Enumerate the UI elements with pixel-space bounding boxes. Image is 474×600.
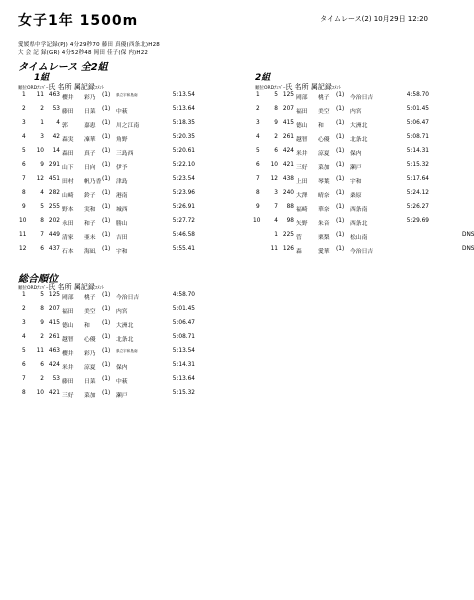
rank: 8 xyxy=(22,190,26,196)
bib: 438 xyxy=(282,176,294,182)
time: 5:08.71 xyxy=(172,334,195,340)
grade: (1) xyxy=(336,148,345,154)
rank: 1 xyxy=(22,92,26,98)
bib: 449 xyxy=(48,232,60,238)
col-comment: ｺﾒﾝﾄ xyxy=(331,86,341,91)
team: 今治日吉 xyxy=(350,249,374,255)
col-team: 所 属 xyxy=(64,283,81,291)
team: 北条北 xyxy=(116,337,134,343)
grade: (1) xyxy=(102,362,111,368)
grade: (1) xyxy=(102,376,111,382)
record-pj: 愛媛県中学記録(PJ) 4分29秒70 藤田 真優(西条北)H28 xyxy=(18,42,160,48)
athlete-given: 桃子 xyxy=(318,95,330,101)
rank: 3 xyxy=(22,320,26,326)
time: 5:14.31 xyxy=(406,148,429,154)
athlete-given: 海凪 xyxy=(84,249,96,255)
rank: 7 xyxy=(22,176,26,182)
time: 5:26.91 xyxy=(172,204,195,210)
athlete-given: 日菜 xyxy=(84,379,96,385)
team: 角野 xyxy=(116,137,128,143)
ord: 10 xyxy=(36,148,44,154)
bib: 415 xyxy=(48,320,60,326)
ord: 9 xyxy=(40,162,44,168)
team: 宇和 xyxy=(350,179,362,185)
rank: 8 xyxy=(22,390,26,396)
team: 瀬戸 xyxy=(116,393,128,399)
team: 北条北 xyxy=(350,137,368,143)
col-comment: ｺﾒﾝﾄ xyxy=(94,86,104,91)
athlete-surname: 上田 xyxy=(296,179,308,185)
col-ord: ORD xyxy=(264,86,275,91)
ord: 9 xyxy=(274,120,278,126)
rank: 6 xyxy=(22,362,26,368)
time: 5:22.10 xyxy=(172,162,195,168)
grade: (1) xyxy=(102,190,111,196)
time: 5:06.47 xyxy=(406,120,429,126)
athlete-surname: 田村 xyxy=(62,179,74,185)
bib: 98 xyxy=(286,218,294,224)
athlete-surname: 三好 xyxy=(296,165,308,171)
athlete-surname: 清家 xyxy=(62,235,74,241)
team: 西条南 xyxy=(350,207,368,213)
team: 港南 xyxy=(116,193,128,199)
grade: (1) xyxy=(336,120,345,126)
athlete-surname: 福崎 xyxy=(296,207,308,213)
athlete-given: 琴葉 xyxy=(318,179,330,185)
bib: 282 xyxy=(48,190,60,196)
ord: 11 xyxy=(36,348,44,354)
athlete-surname: 矢野 xyxy=(296,221,308,227)
col-record: 記録 xyxy=(80,283,95,291)
grade: (1) xyxy=(336,218,345,224)
grade: (1) xyxy=(336,162,345,168)
time: 4:58.70 xyxy=(172,292,195,298)
team: 瀬戸 xyxy=(350,165,362,171)
ord: 12 xyxy=(36,176,44,182)
athlete-given: 亜未 xyxy=(84,235,96,241)
team: 吉田 xyxy=(116,235,128,241)
rank: 4 xyxy=(256,134,260,140)
col-bib: ﾅﾝﾊﾞｰ xyxy=(37,286,49,291)
time: 4:58.70 xyxy=(406,92,429,98)
time: 5:23.54 xyxy=(172,176,195,182)
col-name: 氏 名 xyxy=(285,83,302,91)
athlete-given: 嘉恵 xyxy=(84,123,96,129)
athlete-surname: 野本 xyxy=(62,207,74,213)
ord: 1 xyxy=(40,120,44,126)
athlete-surname: 大澤 xyxy=(296,193,308,199)
grade: (1) xyxy=(102,204,111,210)
team: 県立宇和島南 xyxy=(116,349,138,353)
bib: 291 xyxy=(48,162,60,168)
grade: (1) xyxy=(102,246,111,252)
section-overall: 総合順位 xyxy=(18,274,58,285)
rank: 5 xyxy=(22,148,26,154)
team: 中萩 xyxy=(116,379,128,385)
athlete-given: 美空 xyxy=(84,309,96,315)
time: 5:26.27 xyxy=(406,204,429,210)
athlete-surname: 德山 xyxy=(62,323,74,329)
rank: 6 xyxy=(256,162,260,168)
bib: 463 xyxy=(48,348,60,354)
athlete-surname: 福田 xyxy=(296,109,308,115)
group1-header xyxy=(18,82,104,92)
team: 勝山 xyxy=(116,221,128,227)
ord: 4 xyxy=(40,190,44,196)
ord: 11 xyxy=(270,246,278,252)
grade: (1) xyxy=(336,106,345,112)
time: 5:46.58 xyxy=(172,232,195,238)
ord: 6 xyxy=(274,148,278,154)
rank: 10 xyxy=(253,218,261,224)
col-bib: ﾅﾝﾊﾞｰ xyxy=(37,86,49,91)
athlete-surname: 越智 xyxy=(296,137,308,143)
bib: 53 xyxy=(52,106,60,112)
col-name: 氏 名 xyxy=(48,283,65,291)
col-team: 所 属 xyxy=(64,83,81,91)
time: 5:15.32 xyxy=(172,390,195,396)
rank: 2 xyxy=(22,106,26,112)
ord: 7 xyxy=(274,204,278,210)
bib: 255 xyxy=(48,204,60,210)
grade: (1) xyxy=(336,204,345,210)
overall-header xyxy=(18,282,104,292)
rank: 2 xyxy=(22,306,26,312)
bib: 451 xyxy=(48,176,60,182)
bib: 421 xyxy=(48,390,60,396)
rank: 10 xyxy=(19,218,27,224)
team: 伊予 xyxy=(116,165,128,171)
athlete-given: 和 xyxy=(84,323,90,329)
col-name: 氏 名 xyxy=(48,83,65,91)
athlete-surname: 森実 xyxy=(62,137,74,143)
rank: 7 xyxy=(22,376,26,382)
team: 川之江南 xyxy=(116,123,140,129)
grade: (1) xyxy=(102,348,111,354)
ord: 1 xyxy=(274,232,278,238)
time: 5:24.12 xyxy=(406,190,429,196)
ord: 2 xyxy=(40,106,44,112)
grade: (1) xyxy=(336,176,345,182)
time: 5:17.64 xyxy=(406,176,429,182)
bib: 207 xyxy=(48,306,60,312)
bib: 53 xyxy=(52,376,60,382)
grade: (1) xyxy=(102,320,111,326)
team: 津島 xyxy=(116,179,128,185)
ord: 2 xyxy=(40,334,44,340)
col-rank: 順位 xyxy=(18,286,27,291)
team: 保内 xyxy=(116,365,128,371)
grade: (1) xyxy=(336,92,345,98)
ord: 8 xyxy=(274,106,278,112)
rank: 3 xyxy=(22,120,26,126)
team: 大洲北 xyxy=(116,323,134,329)
rank: 1 xyxy=(22,292,26,298)
athlete-given: 桃子 xyxy=(84,295,96,301)
team: 桑原 xyxy=(350,193,362,199)
time: 5:13.64 xyxy=(172,376,195,382)
athlete-surname: 郭 xyxy=(62,123,68,129)
col-rank: 順位 xyxy=(18,86,27,91)
rank: 9 xyxy=(256,204,260,210)
athlete-given: 和子 xyxy=(84,221,96,227)
team: 今治日吉 xyxy=(350,95,374,101)
athlete-surname: 岡部 xyxy=(296,95,308,101)
bib: 240 xyxy=(282,190,294,196)
bib: 125 xyxy=(48,292,60,298)
athlete-surname: 森田 xyxy=(62,151,74,157)
rank: 7 xyxy=(256,176,260,182)
team: 内宮 xyxy=(116,309,128,315)
team: 内宮 xyxy=(350,109,362,115)
bib: 261 xyxy=(48,334,60,340)
ord: 4 xyxy=(274,218,278,224)
athlete-given: 菜加 xyxy=(318,165,330,171)
team: 宇和 xyxy=(116,249,128,255)
time: 5:13.54 xyxy=(172,348,195,354)
bib: 125 xyxy=(282,92,294,98)
team: 県立宇和島南 xyxy=(116,93,138,97)
athlete-given: 彩乃 xyxy=(84,95,96,101)
ord: 8 xyxy=(40,306,44,312)
grade: (1) xyxy=(102,390,111,396)
bib: 14 xyxy=(52,148,60,154)
time: 5:20.35 xyxy=(172,134,195,140)
athlete-surname: 櫻井 xyxy=(62,95,74,101)
bib: 261 xyxy=(282,134,294,140)
ord: 2 xyxy=(274,134,278,140)
athlete-surname: 山下 xyxy=(62,165,74,171)
group1-label: 1組 xyxy=(34,73,50,83)
athlete-surname: 三好 xyxy=(62,393,74,399)
bib: 88 xyxy=(286,204,294,210)
athlete-surname: 山崎 xyxy=(62,193,74,199)
col-ord: ORD xyxy=(27,286,38,291)
athlete-surname: 米井 xyxy=(62,365,74,371)
team: 大洲北 xyxy=(350,123,368,129)
team: 松山南 xyxy=(350,235,368,241)
athlete-surname: 櫻井 xyxy=(62,351,74,357)
time: 5:08.71 xyxy=(406,134,429,140)
athlete-surname: 森 xyxy=(296,249,302,255)
col-record: 記録 xyxy=(317,83,332,91)
rank: 9 xyxy=(22,204,26,210)
athlete-given: 凜華 xyxy=(84,137,96,143)
ord: 8 xyxy=(40,218,44,224)
col-rank: 順位 xyxy=(255,86,264,91)
comment: DNS xyxy=(462,246,474,252)
team: 城西 xyxy=(116,207,128,213)
time: 5:18.35 xyxy=(172,120,195,126)
athlete-given: 真子 xyxy=(84,151,96,157)
ord: 2 xyxy=(40,376,44,382)
grade: (1) xyxy=(102,306,111,312)
ord: 7 xyxy=(40,232,44,238)
athlete-given: 愛華 xyxy=(318,249,330,255)
grade: (1) xyxy=(102,148,111,154)
ord: 3 xyxy=(40,134,44,140)
team: 今治日吉 xyxy=(116,295,140,301)
time: 5:15.32 xyxy=(406,162,429,168)
ord: 11 xyxy=(36,92,44,98)
athlete-given: 鈴子 xyxy=(84,193,96,199)
bib: 207 xyxy=(282,106,294,112)
athlete-surname: 德山 xyxy=(296,123,308,129)
rank: 12 xyxy=(19,246,27,252)
grade: (1) xyxy=(102,120,111,126)
col-team: 所 属 xyxy=(301,83,318,91)
athlete-surname: 菅 xyxy=(296,235,302,241)
athlete-given: 日菜 xyxy=(84,109,96,115)
athlete-given: 華奈 xyxy=(318,207,330,213)
race-info: タイムレース(2) 10月29日 12:20 xyxy=(320,15,428,23)
bib: 225 xyxy=(282,232,294,238)
athlete-given: 彩乃 xyxy=(84,351,96,357)
athlete-given: 心優 xyxy=(84,337,96,343)
grade: (1) xyxy=(336,232,345,238)
grade: (1) xyxy=(102,292,111,298)
athlete-given: 栗梨 xyxy=(318,235,330,241)
ord: 9 xyxy=(40,320,44,326)
time: 5:13.64 xyxy=(172,106,195,112)
section-timerace: タイムレース 全2組 xyxy=(18,62,108,73)
rank: 8 xyxy=(256,190,260,196)
team: 三島西 xyxy=(116,151,134,157)
ord: 5 xyxy=(40,204,44,210)
athlete-surname: 越智 xyxy=(62,337,74,343)
ord: 10 xyxy=(36,390,44,396)
rank: 6 xyxy=(22,162,26,168)
athlete-given: 帆乃香 xyxy=(84,179,102,185)
ord: 3 xyxy=(274,190,278,196)
time: 5:55.41 xyxy=(172,246,195,252)
bib: 424 xyxy=(282,148,294,154)
grade: (1) xyxy=(102,106,111,112)
ord: 6 xyxy=(40,362,44,368)
col-comment: ｺﾒﾝﾄ xyxy=(94,286,104,291)
time: 5:01.45 xyxy=(406,106,429,112)
grade: (1) xyxy=(102,162,111,168)
athlete-surname: 永田 xyxy=(62,221,74,227)
team: 中萩 xyxy=(116,109,128,115)
rank: 4 xyxy=(22,334,26,340)
rank: 5 xyxy=(256,148,260,154)
bib: 42 xyxy=(52,134,60,140)
time: 5:06.47 xyxy=(172,320,195,326)
rank: 1 xyxy=(256,92,260,98)
team: 保内 xyxy=(350,151,362,157)
group2-header xyxy=(255,82,341,92)
athlete-surname: 藤田 xyxy=(62,379,74,385)
rank: 2 xyxy=(256,106,260,112)
time: 5:01.45 xyxy=(172,306,195,312)
ord: 5 xyxy=(40,292,44,298)
athlete-given: 心優 xyxy=(318,137,330,143)
ord: 12 xyxy=(270,176,278,182)
grade: (1) xyxy=(102,176,111,182)
col-bib: ﾅﾝﾊﾞｰ xyxy=(274,86,286,91)
ord: 6 xyxy=(40,246,44,252)
bib: 415 xyxy=(282,120,294,126)
athlete-surname: 岡部 xyxy=(62,295,74,301)
athlete-given: 朱音 xyxy=(318,221,330,227)
athlete-given: 美空 xyxy=(318,109,330,115)
bib: 126 xyxy=(282,246,294,252)
athlete-given: 和 xyxy=(318,123,324,129)
rank: 5 xyxy=(22,348,26,354)
grade: (1) xyxy=(336,246,345,252)
athlete-given: 日向 xyxy=(84,165,96,171)
page-title: 女子1年 1500m xyxy=(18,13,139,29)
athlete-given: 涼夏 xyxy=(318,151,330,157)
grade: (1) xyxy=(102,92,111,98)
grade: (1) xyxy=(336,134,345,140)
bib: 463 xyxy=(48,92,60,98)
ord: 5 xyxy=(274,92,278,98)
athlete-surname: 藤田 xyxy=(62,109,74,115)
team: 西条北 xyxy=(350,221,368,227)
bib: 421 xyxy=(282,162,294,168)
time: 5:29.69 xyxy=(406,218,429,224)
time: 5:13.54 xyxy=(172,92,195,98)
grade: (1) xyxy=(102,334,111,340)
athlete-given: 晴奈 xyxy=(318,193,330,199)
time: 5:20.61 xyxy=(172,148,195,154)
grade: (1) xyxy=(102,232,111,238)
col-ord: ORD xyxy=(27,86,38,91)
bib: 437 xyxy=(48,246,60,252)
comment: DNS xyxy=(462,232,474,238)
grade: (1) xyxy=(102,218,111,224)
col-record: 記録 xyxy=(80,83,95,91)
rank: 11 xyxy=(19,232,27,238)
time: 5:23.96 xyxy=(172,190,195,196)
group2-label: 2組 xyxy=(255,73,271,83)
bib: 202 xyxy=(48,218,60,224)
athlete-surname: 福田 xyxy=(62,309,74,315)
athlete-surname: 石本 xyxy=(62,249,74,255)
rank: 4 xyxy=(22,134,26,140)
athlete-given: 涼夏 xyxy=(84,365,96,371)
grade: (1) xyxy=(336,190,345,196)
athlete-surname: 米井 xyxy=(296,151,308,157)
rank: 3 xyxy=(256,120,260,126)
time: 5:14.31 xyxy=(172,362,195,368)
grade: (1) xyxy=(102,134,111,140)
record-gr: 大 会 記 録(GR) 4分52秒48 岡田 佳子(保 内)H22 xyxy=(18,50,149,56)
ord: 10 xyxy=(270,162,278,168)
athlete-given: 菜加 xyxy=(84,393,96,399)
bib: 4 xyxy=(56,120,60,126)
bib: 424 xyxy=(48,362,60,368)
athlete-given: 実和 xyxy=(84,207,96,213)
time: 5:27.72 xyxy=(172,218,195,224)
